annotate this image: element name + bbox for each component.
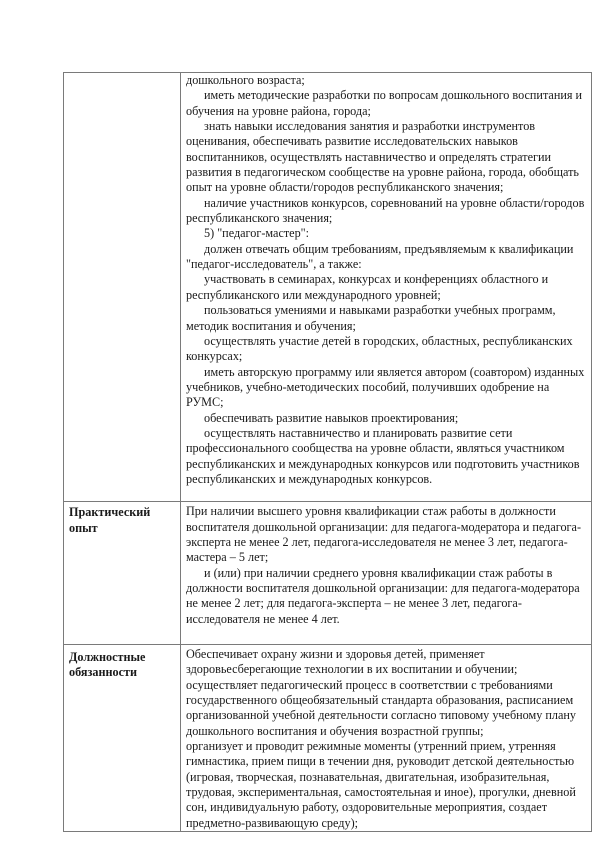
paragraph: обеспечивать развитие навыков проектирования; (204, 410, 459, 425)
paragraph: При наличии высшего уровня квалификации стаж работы в должности воспитателя дошкольной организации: для педагога-модератора и педагога-эксперта не менее 2 лет, педагога-исследователя не менее 3 лет, педагога-мастера – 5 лет; (186, 504, 582, 565)
paragraph: иметь авторскую программу или является автором (соавтором) изданных учебников, учебно-методических пособий, получивших одобрение на РУМС; (186, 364, 585, 410)
paragraph: иметь методические разработки по вопросам дошкольного воспитания и обучения на уровне района, города; (186, 88, 583, 118)
paragraph: знать навыки исследования занятия и разработки инструментов оценивания, обеспечивать развитие исследовательских навыков воспитанников, осуществлять наставничество и определять стратегии развития в педагогическом сообществе на уровне района, города, обобщать опыт на уровне области/городов республиканского значения; (186, 119, 579, 195)
paragraph: должен отвечать общим требованиям, предъявляемым к квалификации "педагог-исследователь", а также: (186, 241, 574, 272)
row-content (181, 73, 591, 501)
paragraph: Обеспечивает охрану жизни и здоровья детей, применяет здоровьесберегающие технологии в их воспитании и обучении; (186, 647, 518, 677)
paragraph: осуществлять наставничество и планировать развитие сети профессионального сообщества на уровне области, являться участником республиканских и международных конкурсов или подготовить участников республиканских и международных конкурсов. (186, 425, 580, 486)
row-label: Практический опыт (64, 502, 181, 644)
qualification-table (63, 72, 592, 832)
paragraph: пользоваться умениями и навыками разработки учебных программ, методик воспитания и обучения; (186, 303, 556, 333)
paragraph: организует и проводит режимные моменты (утренний прием, утренняя гимнастика, прием пищи в течении дня, руководит детской деятельностью (игровая, творческая, познавательная, двигательная, изобразительная, трудовая, экспериментальная, самостоятельная и иное), прогулки, дневной сон, индивидуальную работу, оздоровительные мероприятия, создает предметно-развивающую среду); (186, 739, 576, 830)
paragraph: 5) "педагог-мастер": (204, 226, 310, 241)
row-content (181, 502, 591, 644)
paragraph: участвовать в семинарах, конкурсах и конференциях областного и республиканского или международного уровней; (186, 272, 549, 302)
paragraph: и (или) при наличии среднего уровня квалификации стаж работы в должности воспитателя дошкольной организации: для педагога-модератора не менее 2 лет; для педагога-эксперта – не менее 3 лет, педагога-исследователя не менее 4 лет. (186, 565, 580, 626)
table-row-practical-experience (64, 501, 591, 644)
row-content (181, 645, 591, 831)
row-label (64, 73, 181, 501)
paragraph: наличие участников конкурсов, соревнований на уровне области/городов республиканского значения; (186, 195, 585, 226)
table-row-requirements-continued (64, 73, 591, 501)
table-row-job-duties (64, 644, 591, 831)
row-label: Должностные обязанности (64, 645, 181, 831)
paragraph: осуществляет педагогический процесс в соответствии с требованиями государственного общеобязательный стандарта образования, расписанием организованной учебной деятельности согласно типовому учебному плану дошкольного воспитания и обучения возрастной группы; (186, 677, 577, 738)
paragraph: дошкольного возраста; (186, 73, 305, 87)
paragraph: осуществлять участие детей в городских, областных, республиканских конкурсах; (186, 333, 573, 364)
